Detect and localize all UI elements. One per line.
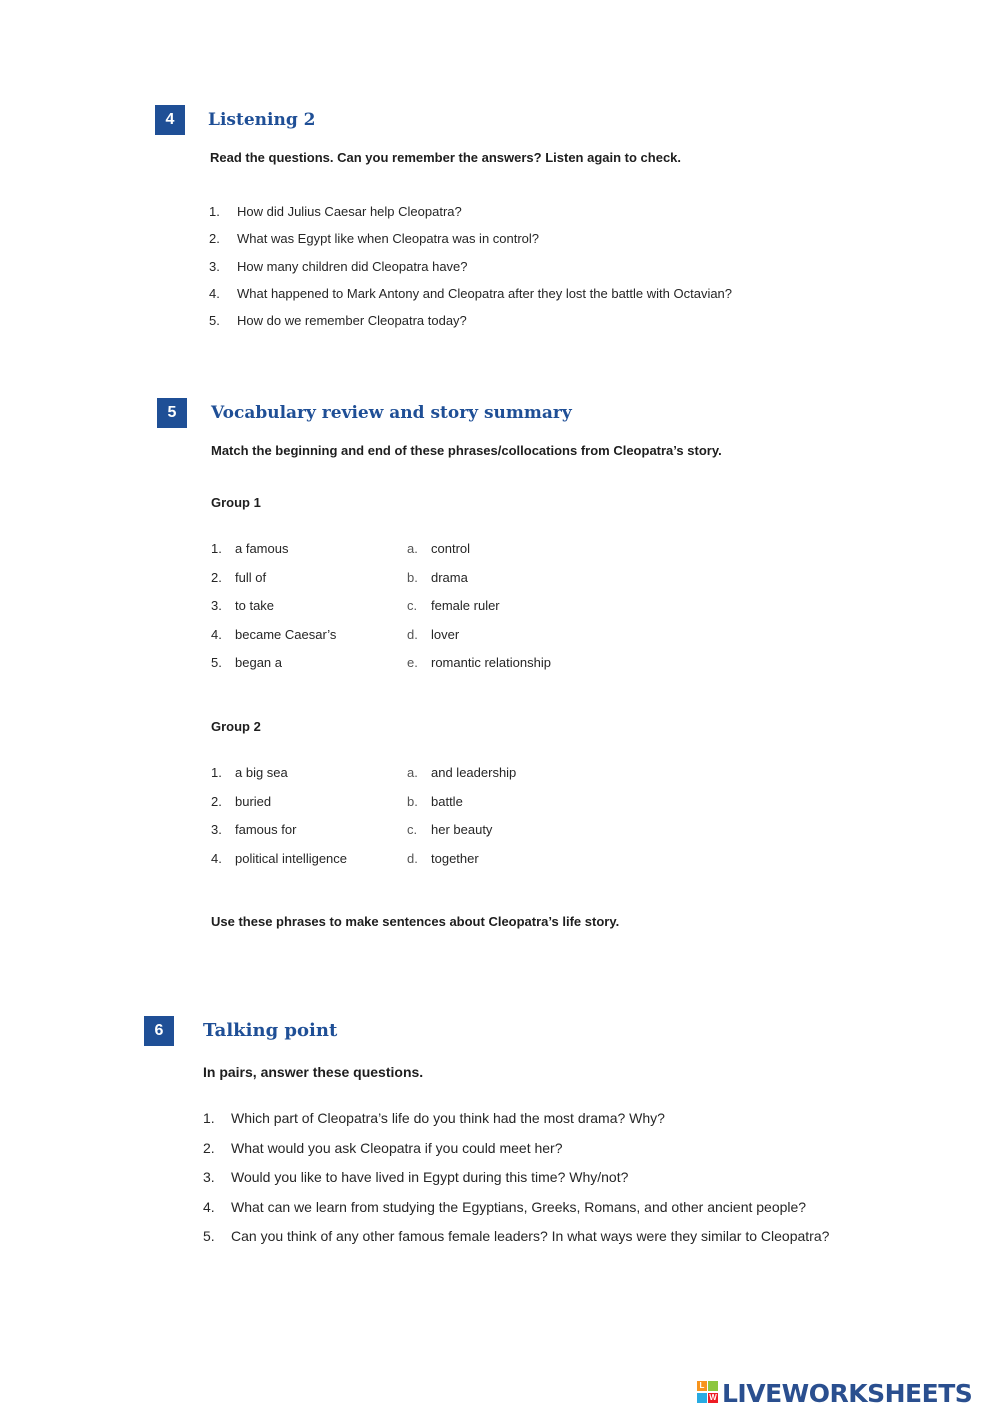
phrase-ending: drama <box>431 569 468 585</box>
question-number: 3. <box>209 258 220 274</box>
match-letter: e. <box>407 655 418 671</box>
question-number: 3. <box>203 1169 215 1185</box>
phrase-beginning: full of <box>235 569 267 585</box>
question-item <box>203 1228 829 1258</box>
question-list <box>203 1110 829 1258</box>
match-row <box>211 851 631 880</box>
phrase-beginning: became Caesar’s <box>235 626 337 642</box>
question-text: What can we learn from studying the Egyptians, Greeks, Romans, and other ancient people? <box>231 1198 807 1215</box>
phrase-ending: female ruler <box>431 598 500 614</box>
phrase-ending: control <box>431 541 471 556</box>
match-letter: a. <box>407 541 418 556</box>
match-row <box>211 794 631 823</box>
group-2-label: Group 2 <box>211 719 261 734</box>
question-number: 4. <box>209 285 220 301</box>
question-item <box>209 204 732 231</box>
match-number: 2. <box>211 569 222 585</box>
question-number: 1. <box>209 204 220 219</box>
match-row <box>211 765 631 794</box>
liveworksheets-logo[interactable] <box>697 1378 972 1408</box>
question-number: 2. <box>203 1139 215 1156</box>
section-instruction: In pairs, answer these questions. <box>203 1064 424 1080</box>
section-number-badge: 5 <box>157 398 187 428</box>
question-item <box>203 1199 829 1229</box>
question-number: 1. <box>203 1110 215 1126</box>
question-text: Which part of Cleopatra’s life do you think had the most drama? Why? <box>231 1110 665 1126</box>
match-row <box>211 570 631 599</box>
followup-instruction: Use these phrases to make sentences about Cleopatra’s life story. <box>211 914 620 929</box>
match-number: 4. <box>211 626 222 642</box>
section-instruction: Read the questions. Can you remember the answers? Listen again to check. <box>210 150 682 165</box>
phrase-beginning: began a <box>235 655 282 671</box>
phrase-ending: together <box>431 850 479 866</box>
question-text: How many children did Cleopatra have? <box>237 258 468 274</box>
match-row <box>211 822 631 851</box>
phrase-beginning: a big sea <box>235 765 288 780</box>
question-text: What was Egypt like when Cleopatra was in control? <box>237 231 540 247</box>
question-number: 5. <box>209 313 220 329</box>
match-letter: d. <box>407 626 418 642</box>
question-text: What would you ask Cleopatra if you could meet her? <box>231 1139 563 1156</box>
question-item <box>203 1140 829 1170</box>
phrase-ending: battle <box>431 793 463 809</box>
logo-text: LIVEWORKSHEETS <box>722 1378 973 1408</box>
question-text: How do we remember Cleopatra today? <box>237 313 467 329</box>
match-number: 4. <box>211 850 222 866</box>
phrase-ending: and leadership <box>431 765 517 780</box>
liveworksheets-mark-icon <box>697 1381 719 1405</box>
question-item <box>209 286 732 313</box>
phrase-ending: romantic relationship <box>431 655 551 671</box>
question-text: Can you think of any other famous female leaders? In what ways were they similar to Cleopatra? <box>231 1228 830 1244</box>
question-number: 5. <box>203 1228 215 1244</box>
question-text: How did Julius Caesar help Cleopatra? <box>237 204 462 219</box>
match-row <box>211 541 631 570</box>
question-item <box>209 259 732 286</box>
match-letter: a. <box>407 765 418 780</box>
section-title: Listening 2 <box>208 110 316 130</box>
section-title: Talking point <box>203 1020 338 1041</box>
match-letter: c. <box>407 598 418 614</box>
phrase-beginning: a famous <box>235 541 289 556</box>
group-1-label: Group 1 <box>211 495 261 510</box>
match-number: 3. <box>211 598 222 614</box>
match-number: 1. <box>211 541 222 556</box>
phrase-beginning: buried <box>235 793 272 809</box>
mark-letter: L <box>697 1381 707 1391</box>
match-number: 1. <box>211 765 222 780</box>
question-list <box>209 204 732 340</box>
match-group-1 <box>211 541 631 684</box>
match-number: 5. <box>211 655 222 671</box>
section-instruction: Match the beginning and end of these phrases/collocations from Cleopatra’s story. <box>211 443 722 458</box>
phrase-ending: her beauty <box>431 822 493 838</box>
mark-square <box>697 1393 707 1403</box>
match-letter: c. <box>407 822 418 838</box>
phrase-beginning: to take <box>235 598 275 614</box>
mark-square <box>708 1381 718 1391</box>
phrase-beginning: political intelligence <box>235 850 348 866</box>
question-text: Would you like to have lived in Egypt during this time? Why/not? <box>231 1169 629 1185</box>
match-letter: d. <box>407 850 418 866</box>
section-number-badge: 4 <box>155 105 185 135</box>
question-number: 2. <box>209 231 220 247</box>
match-letter: b. <box>407 569 418 585</box>
match-row <box>211 655 631 684</box>
match-row <box>211 627 631 656</box>
mark-letter: W <box>709 1393 717 1402</box>
question-item <box>209 313 732 340</box>
section-title: Vocabulary review and story summary <box>211 403 572 423</box>
phrase-beginning: famous for <box>235 822 297 838</box>
match-number: 2. <box>211 793 222 809</box>
question-item <box>203 1110 829 1140</box>
match-row <box>211 598 631 627</box>
match-letter: b. <box>407 793 418 809</box>
question-number: 4. <box>203 1198 215 1215</box>
question-item <box>209 231 732 258</box>
match-group-2 <box>211 765 631 879</box>
match-number: 3. <box>211 822 222 838</box>
question-text: What happened to Mark Antony and Cleopatra after they lost the battle with Octavian? <box>237 285 733 301</box>
section-number-badge: 6 <box>144 1016 174 1046</box>
question-item <box>203 1169 829 1199</box>
phrase-ending: lover <box>431 626 460 642</box>
